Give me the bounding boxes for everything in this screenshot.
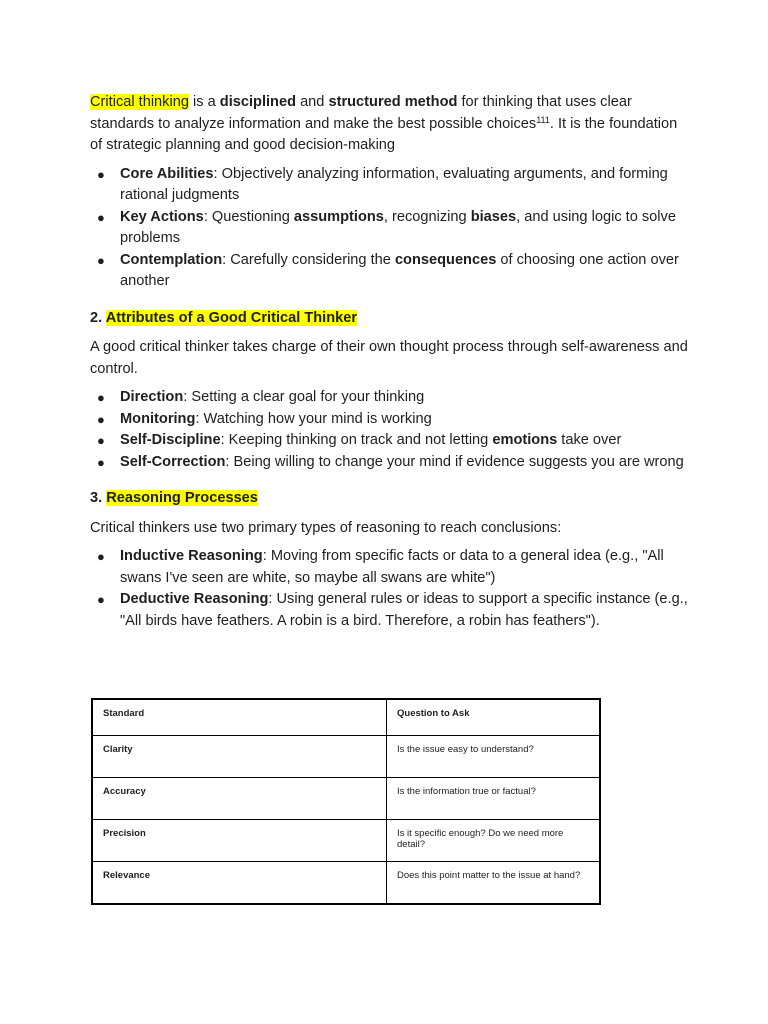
bullet-icon: ● xyxy=(97,454,105,470)
item-text: : Using general rules or ideas to support a specific instance (e.g., "All birds have feathers. A robin is a bird. Therefore, a robin has feathers"). xyxy=(120,591,688,629)
intro-text: . It is the foundation of strategic planning and good decision-making xyxy=(90,115,678,153)
standards-table xyxy=(91,698,601,905)
item-text: : Setting a clear goal for your thinking xyxy=(183,389,425,405)
table-header-cell: Standard xyxy=(92,699,387,736)
section-3-paragraph: Critical thinkers use two primary types of reasoning to reach conclusions: xyxy=(90,519,562,536)
bullet-icon: ● xyxy=(97,433,105,448)
intro-list xyxy=(90,164,690,293)
table-row xyxy=(92,736,600,778)
item-bold: assumptions xyxy=(293,208,384,225)
table-row xyxy=(92,862,600,905)
item-label: Core Abilities xyxy=(120,165,214,182)
table-cell-standard: Clarity xyxy=(92,736,387,778)
item-label: Monitoring xyxy=(120,410,196,427)
table-header-row xyxy=(92,699,600,736)
section-title: Attributes of a Good Critical Thinker xyxy=(105,309,358,326)
list-item xyxy=(90,387,690,409)
bullet-icon: ● xyxy=(97,549,105,564)
intro-text: for thinking that uses clear standards to analyze information and make the best possible choices xyxy=(90,94,632,132)
item-text: take over xyxy=(557,432,622,448)
highlighted-term: Critical thinking xyxy=(90,94,189,110)
list-item xyxy=(90,250,690,293)
table-cell-question: Is the information true or factual? xyxy=(387,778,601,820)
item-bold: biases xyxy=(470,208,517,225)
list-item xyxy=(90,207,690,250)
item-text: : Carefully considering the xyxy=(222,251,395,268)
list-item xyxy=(90,452,690,474)
table-cell-question: Does this point matter to the issue at hand? xyxy=(387,862,601,905)
section-3-heading xyxy=(90,488,690,510)
section-3-list xyxy=(90,546,690,632)
table-header-cell: Question to Ask xyxy=(387,699,601,736)
list-item xyxy=(90,546,690,589)
section-number: 2. xyxy=(90,309,106,326)
intro-bold: structured method xyxy=(328,94,458,110)
item-text: : Keeping thinking on track and not letting xyxy=(220,432,493,448)
intro-text: is a xyxy=(188,94,220,110)
table-row xyxy=(92,778,600,820)
bullet-icon: ● xyxy=(97,209,105,225)
table-cell-standard: Relevance xyxy=(92,862,387,905)
section-2-paragraph: A good critical thinker takes charge of their own thought process through self-awareness and control. xyxy=(90,339,688,377)
table-cell-question: Is it specific enough? Do we need more detail? xyxy=(387,820,601,862)
item-text: , and using logic to solve problems xyxy=(120,208,676,246)
intro-bold: disciplined xyxy=(219,94,297,110)
bullet-icon: ● xyxy=(97,390,105,405)
item-text: : Being willing to change your mind if evidence suggests you are wrong xyxy=(225,453,684,470)
list-item xyxy=(90,589,690,632)
item-label: Inductive Reasoning xyxy=(120,548,263,564)
item-text: : Moving from specific facts or data to a general idea (e.g., "All swans I've seen are white, so maybe all swans are white") xyxy=(120,548,664,586)
section-2-list xyxy=(90,387,690,473)
item-label: Contemplation xyxy=(120,251,223,268)
item-label: Key Actions xyxy=(120,208,204,225)
bullet-icon: ● xyxy=(97,592,105,607)
item-label: Self-Correction xyxy=(120,453,226,470)
intro-text: and xyxy=(296,94,329,110)
item-text: , recognizing xyxy=(383,208,471,225)
bullet-icon: ● xyxy=(97,166,105,182)
section-number: 3. xyxy=(90,490,107,506)
section-title: Reasoning Processes xyxy=(106,490,258,506)
list-item xyxy=(90,409,690,431)
item-label: Deductive Reasoning xyxy=(120,591,269,607)
item-text: of choosing one action over another xyxy=(120,251,679,289)
standards-table-container xyxy=(91,698,601,905)
table-cell-question: Is the issue easy to understand? xyxy=(387,736,601,778)
item-bold: consequences xyxy=(394,251,497,268)
list-item xyxy=(90,430,690,452)
intro-paragraph xyxy=(90,92,690,157)
table-cell-standard: Accuracy xyxy=(92,778,387,820)
item-bold: emotions xyxy=(492,432,558,448)
footnote-ref: 111 xyxy=(536,114,550,125)
item-text: : Watching how your mind is working xyxy=(195,410,432,427)
item-text: : Objectively analyzing information, evaluating arguments, and forming rational judgments xyxy=(120,165,668,203)
section-2-heading xyxy=(90,308,690,330)
item-label: Self-Discipline xyxy=(120,432,221,448)
document-body xyxy=(90,92,690,632)
table-cell-standard: Precision xyxy=(92,820,387,862)
bullet-icon: ● xyxy=(97,411,105,427)
bullet-icon: ● xyxy=(97,252,105,268)
item-label: Direction xyxy=(120,389,184,405)
table-row xyxy=(92,820,600,862)
item-text: : Questioning xyxy=(203,208,294,225)
list-item xyxy=(90,164,690,207)
